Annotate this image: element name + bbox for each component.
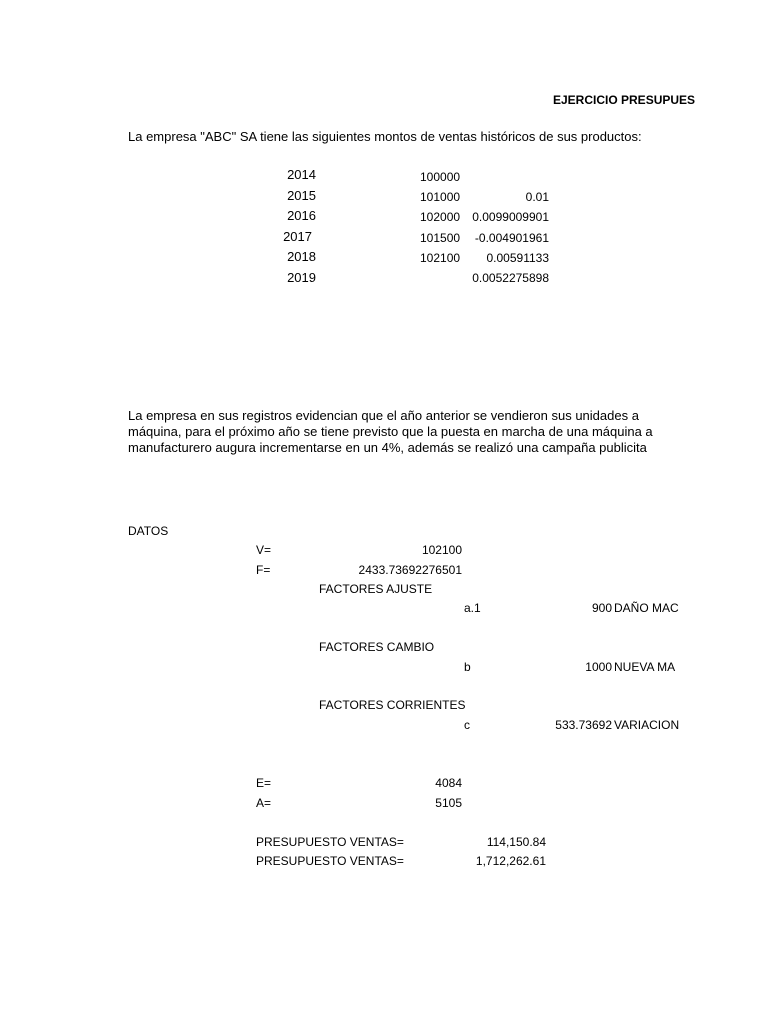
rate-cell: 0.0052275898 (472, 271, 549, 285)
factor-desc-b: NUEVA MA (614, 660, 676, 674)
problem-paragraph (128, 408, 688, 456)
factor-code-a1: a.1 (464, 601, 481, 615)
e-value: 4084 (435, 776, 462, 790)
year-cell: 2015 (287, 188, 316, 203)
datos-heading: DATOS (128, 524, 169, 538)
a-label: A= (256, 796, 272, 810)
f-value: 2433.73692276501 (358, 563, 462, 577)
rate-cell: 0.00591133 (486, 251, 549, 265)
year-cell: 2018 (287, 249, 316, 264)
factores-cambio-heading: FACTORES CAMBIO (319, 640, 435, 654)
paragraph-line: máquina, para el próximo año se tiene previsto que la puesta en marcha de una máquina a (128, 424, 653, 439)
year-cell: 2014 (287, 167, 316, 182)
budget-label: PRESUPUESTO VENTAS= (256, 835, 404, 849)
budget-label: PRESUPUESTO VENTAS= (256, 854, 404, 868)
a-value: 5105 (435, 796, 462, 810)
paragraph-line: La empresa en sus registros evidencian que el año anterior se vendieron sus unidades a (128, 408, 639, 423)
v-label: V= (256, 543, 272, 557)
factores-corrientes-heading: FACTORES CORRIENTES (319, 698, 466, 712)
e-label: E= (256, 776, 272, 790)
budget-value: 114,150.84 (486, 835, 546, 849)
budget-value: 1,712,262.61 (475, 854, 546, 868)
v-value: 102100 (421, 543, 462, 557)
rate-cell: 0.01 (525, 190, 549, 204)
intro-text: La empresa "ABC" SA tiene las siguientes montos de ventas históricos de sus productos: (128, 129, 642, 144)
sales-cell: 101500 (420, 231, 461, 245)
year-cell: 2016 (287, 208, 316, 223)
factor-value-c: 533.73692 (555, 718, 612, 732)
factor-value-b: 1000 (585, 660, 612, 674)
sales-cell: 100000 (420, 170, 461, 184)
rate-cell: -0.004901961 (474, 231, 549, 245)
rate-cell: 0.0099009901 (472, 210, 549, 224)
factor-desc-c: VARIACION (614, 718, 680, 732)
sales-cell: 102100 (420, 251, 461, 265)
sales-cell: 101000 (420, 190, 461, 204)
sales-cell: 102000 (420, 210, 461, 224)
factores-ajuste-heading: FACTORES AJUSTE (319, 582, 433, 596)
factor-code-b: b (464, 660, 471, 674)
year-cell: 2019 (287, 270, 316, 285)
year-cell: 2017 (283, 229, 312, 244)
paragraph-line: manufacturero augura incrementarse en un 4%, además se realizó una campaña publicita (128, 440, 647, 455)
factor-code-c: c (464, 718, 470, 732)
page-title: EJERCICIO PRESUPUES (553, 93, 696, 107)
factor-value-a1: 900 (591, 601, 612, 615)
factor-desc-a1: DAÑO MAC (614, 601, 679, 615)
f-label: F= (256, 563, 271, 577)
